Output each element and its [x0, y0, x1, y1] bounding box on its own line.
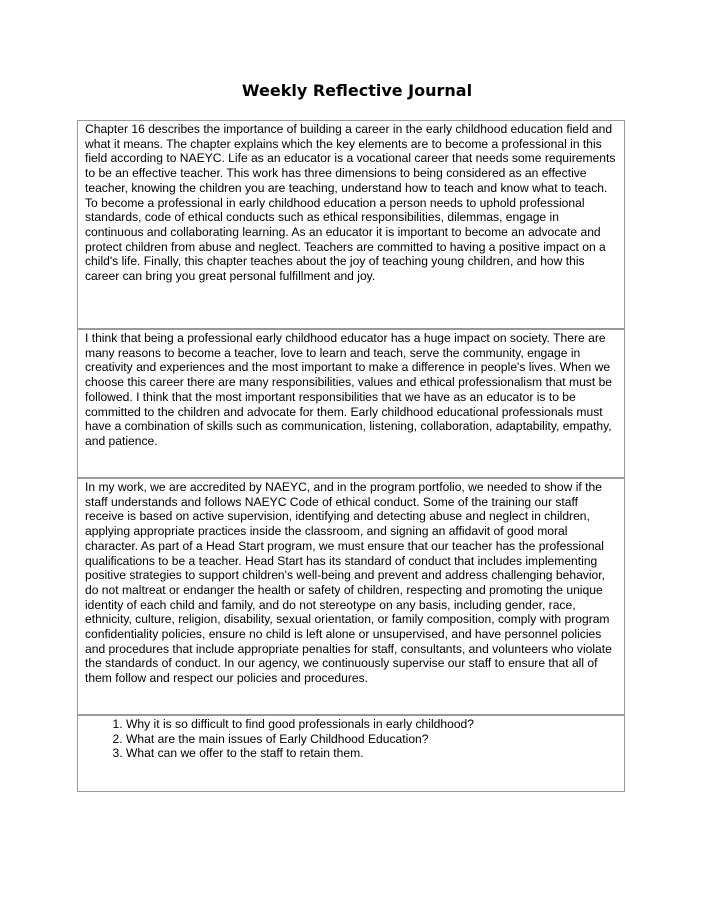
journal-section-workplace-application — [78, 479, 624, 716]
section-text: Chapter 16 describes the importance of building a career in the early childhood education field and what it means. The chapter explains which the key elements are to become a professional in this field according to NAEYC. Life as an educator is a vocational career that needs some requirements to be an effective teacher. This work has three dimensions to being considered as an effective teacher, knowing the children you are teaching, understand how to teach and know what to teach. To become a professional in early childhood education a person needs to uphold professional standards, code of ethical conducts such as ethical responsibilities, dilemmas, engage in continuous and collaborating learning. As an educator it is important to become an advocate and protect children from abuse and neglect. Teachers are committed to having a positive impact on a child's life. Finally, this chapter teaches about the joy of teaching young children, and how this career can bring you great personal fulfillment and joy. — [85, 122, 616, 284]
journal-table — [77, 120, 625, 792]
journal-section-personal-reflection — [78, 330, 624, 479]
page-title: Weekly Reflective Journal — [241, 81, 473, 100]
question-item: 1. Why it is so difficult to find good professionals in early childhood? — [126, 717, 618, 732]
section-text: In my work, we are accredited by NAEYC, and in the program portfolio, we needed to show if the staff understands and follows NAEYC Code of ethical conduct. Some of the training our staff receive is based on active supervision, identifying and detecting abuse and neglect in children, applying appropriate practices inside the classroom, and signing an affidavit of good moral character. As part of a Head Start program, we must ensure that our teacher has the professional qualifications to be a teacher. Head Start has its standard of conduct that includes implementing positive strategies to support children's well-being and prevent and address challenging behavior, do not maltreat or endanger the health or safety of children, respecting and promoting the unique identity of each child and family, and do not stereotype on any basis, including gender, race, ethnicity, culture, religion, disability, sexual orientation, or family composition, comply with program confidentiality policies, ensure no child is left alone or unsupervised, and have personnel policies and procedures that include appropriate penalties for staff, consultants, and volunteers who violate the standards of conduct. In our agency, we continuously supervise our staff to ensure that all of them follow and respect our policies and procedures. — [85, 480, 612, 686]
section-text: I think that being a professional early childhood educator has a huge impact on society. There are many reasons to become a teacher, love to learn and teach, serve the community, engage in creativity and experiences and the most important to make a difference in people's lives. When we choose this career there are many responsibilities, values and ethical professionalism that must be followed. I think that the most important responsibilities that we have as an educator is to be committed to the children and advocate for them. Early childhood educational professionals must have a combination of skills such as communication, listening, collaboration, adaptability, empathy, and patience. — [85, 331, 613, 448]
journal-section-questions — [78, 716, 624, 791]
question-item: 2. What are the main issues of Early Childhood Education? — [126, 732, 618, 747]
questions-list — [85, 717, 618, 761]
question-item: 3. What can we offer to the staff to retain them. — [126, 746, 618, 761]
journal-section-chapter-summary — [78, 121, 624, 330]
